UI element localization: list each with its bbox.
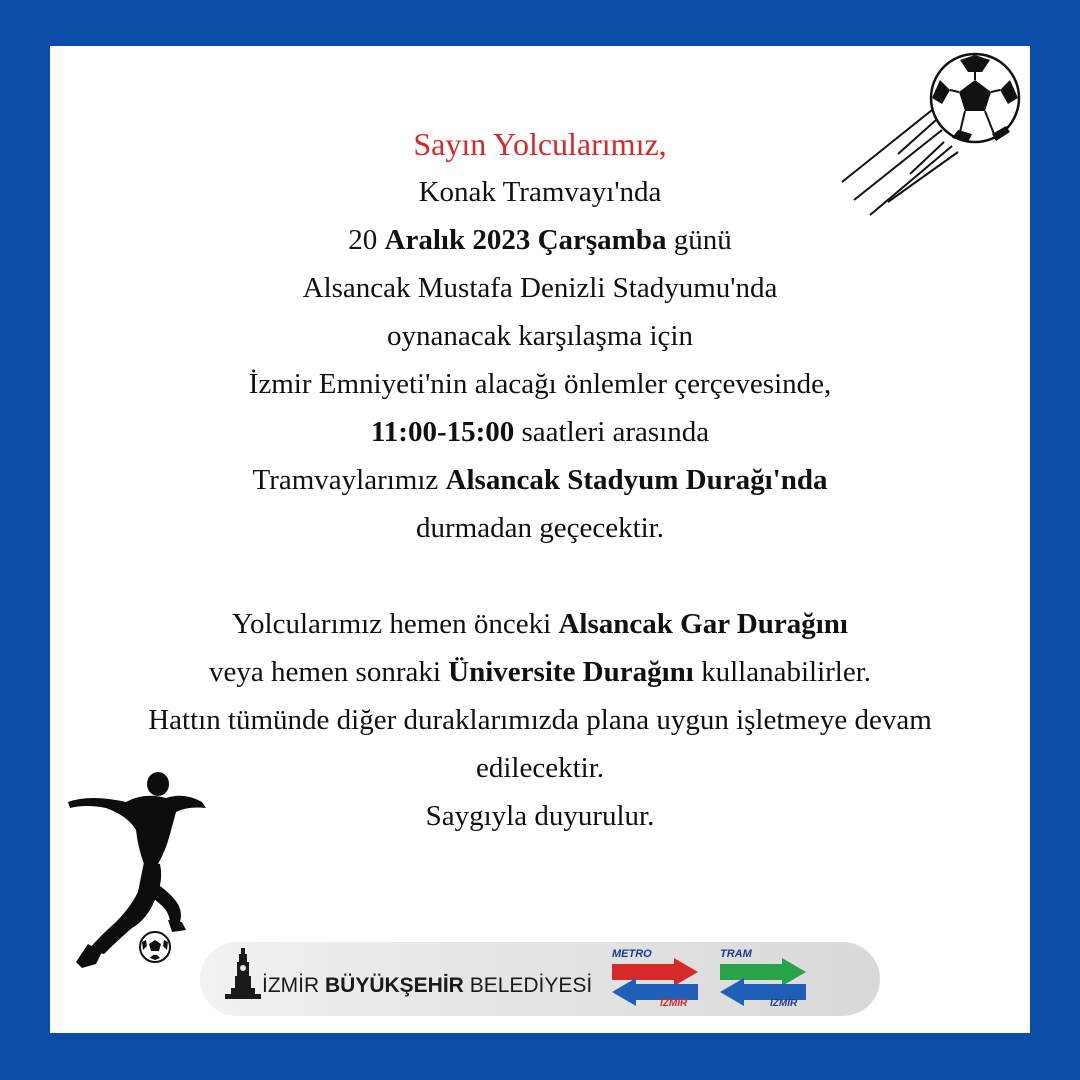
notice-line-9: Yolcularımız hemen önceki Alsancak Gar Durağını (232, 608, 848, 640)
notice-line-10: veya hemen sonraki Üniversite Durağını kullanabilirler. (208, 656, 872, 688)
notice-line-7: Tramvaylarımız Alsancak Stadyum Durağı'nda (252, 464, 828, 496)
municipality-name: İZMİR BÜYÜKŞEHİR BELEDİYESİ (262, 974, 593, 997)
notice-line-2: 20 Aralık 2023 Çarşamba günü (348, 224, 732, 256)
time-range: 11:00-15:00 (370, 416, 515, 448)
previous-stop: Alsancak Gar Durağını (558, 608, 848, 640)
notice-line-5: İzmir Emniyeti'nin alacağı önlemler çerçevesinde, (248, 368, 832, 400)
izmir-clock-tower-icon (225, 948, 261, 1000)
notice-line-6: 11:00-15:00 saatleri arasında (370, 416, 710, 448)
metro-label: METRO (612, 948, 652, 960)
notice-line-13: Saygıyla duyurulur. (425, 800, 655, 832)
notice-line-8: durmadan geçecektir. (416, 512, 664, 544)
match-date: Aralık 2023 Çarşamba (384, 224, 667, 256)
notice-line-3: Alsancak Mustafa Denizli Stadyumu'nda (302, 272, 778, 304)
metro-city-label: İZMİR (660, 998, 688, 1009)
notice-line-12: edilecektir. (475, 752, 605, 784)
greeting: Sayın Yolcularımız, (413, 126, 667, 162)
next-stop: Üniversite Durağını (448, 656, 694, 688)
notice-line-4: oynanacak karşılaşma için (387, 320, 693, 352)
tram-city-label: İZMİR (770, 998, 798, 1009)
notice-text (0, 120, 1080, 840)
tram-label: TRAM (720, 948, 752, 960)
notice-line-11: Hattın tümünde diğer duraklarımızda plana uygun işletmeye devam (148, 704, 932, 736)
skipped-stop: Alsancak Stadyum Durağı'nda (445, 464, 828, 496)
paragraph-spacer (0, 552, 1080, 600)
notice-line-1: Konak Tramvayı'nda (418, 176, 662, 208)
small-soccer-ball-icon (138, 930, 172, 964)
